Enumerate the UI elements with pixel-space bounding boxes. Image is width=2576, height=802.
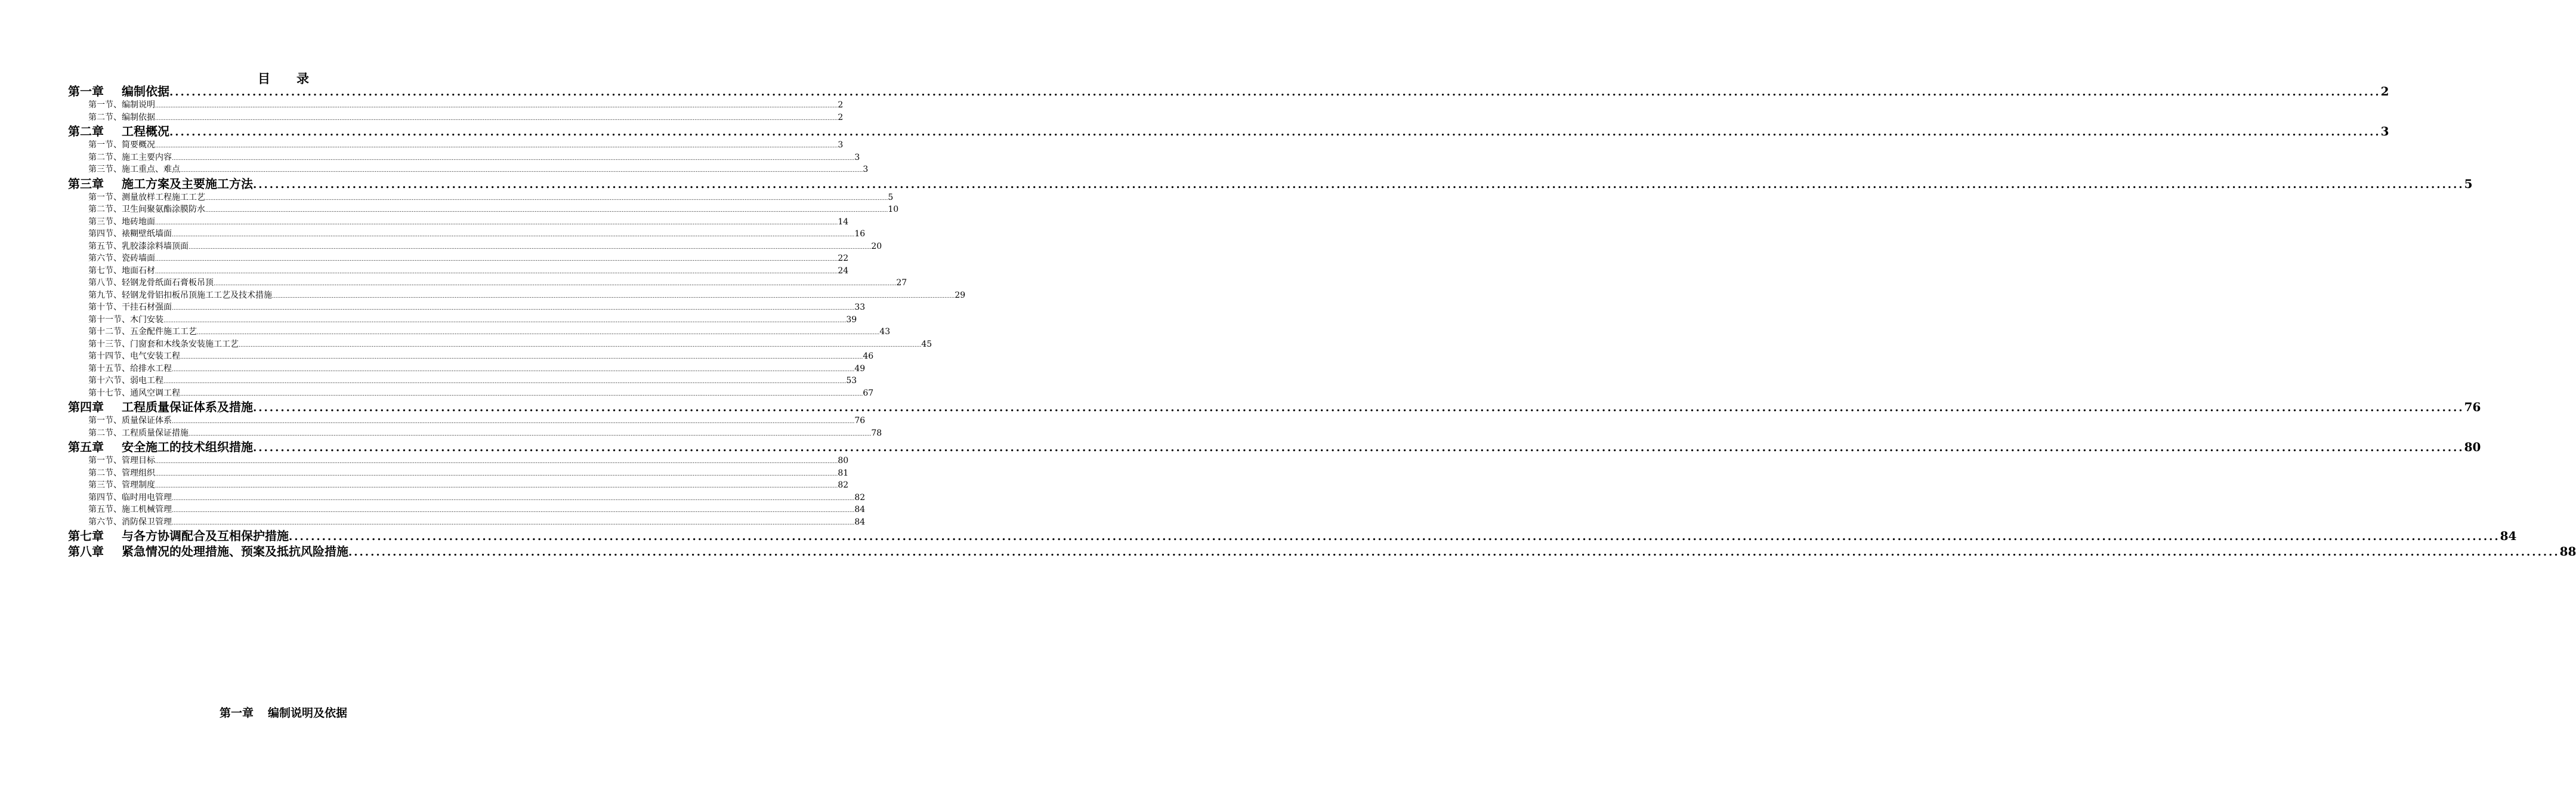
toc-leader-dots: ................................................................................................................................................................................................................................................................................................................................................................................................................ (172, 508, 855, 514)
toc-leader-dots: ................................................................................................................................................................................................................................................................................................................................................................................................................ (155, 257, 838, 263)
toc-section-title: 第八节、轻钢龙骨纸面石膏板吊顶 (88, 278, 214, 288)
toc-section-entry[interactable] (68, 192, 894, 204)
toc-page-number: 5 (2464, 176, 2473, 191)
toc-chapter-number: 第八章 (68, 544, 104, 559)
toc-section-entry[interactable] (68, 479, 849, 492)
toc-chapter-label (68, 399, 253, 415)
toc-chapter-label (68, 124, 169, 139)
toc-section-entry[interactable] (68, 516, 866, 529)
toc-page-number: 88 (2559, 544, 2576, 559)
toc-section-entry[interactable] (68, 240, 882, 253)
toc-leader-dots: ................................................................................................................................................................................................................................................................................................................................................................................................................ (169, 86, 2381, 98)
toc-page-number: 46 (863, 351, 874, 361)
toc-section-entry[interactable] (68, 338, 932, 351)
toc-leader-dots: ................................................................................................................................................................................................................................................................................................................................................................................................................ (180, 354, 863, 360)
toc-section-entry[interactable] (68, 228, 866, 240)
toc-page-number: 20 (871, 241, 882, 251)
toc-chapter-title: 紧急情况的处理措施、预案及抵抗风险措施 (122, 544, 348, 559)
toc-section-title: 第二节、编制依据 (88, 112, 155, 122)
toc-section-entry[interactable] (68, 492, 866, 504)
toc-section-entry[interactable] (68, 301, 866, 314)
toc-chapter-label (68, 176, 253, 192)
toc-leader-dots: ................................................................................................................................................................................................................................................................................................................................................................................................................ (272, 293, 955, 300)
toc-page-number: 84 (854, 505, 866, 514)
toc-leader-dots: ................................................................................................................................................................................................................................................................................................................................................................................................................ (155, 143, 838, 149)
toc-section-entry[interactable] (68, 252, 849, 265)
toc-section-entry[interactable] (68, 265, 849, 277)
toc-leader-dots: ................................................................................................................................................................................................................................................................................................................................................................................................................ (155, 269, 838, 275)
toc-leader-dots: ................................................................................................................................................................................................................................................................................................................................................................................................................ (169, 126, 2381, 138)
toc-page-number: 14 (838, 217, 849, 227)
toc-chapter-entry[interactable] (68, 84, 2389, 99)
toc-section-entry[interactable] (68, 387, 874, 400)
toc-leader-dots: ................................................................................................................................................................................................................................................................................................................................................................................................................ (155, 115, 838, 122)
toc-section-entry[interactable] (68, 326, 891, 338)
toc-section-entry[interactable] (68, 152, 860, 164)
toc-page-number: 16 (854, 229, 866, 239)
toc-chapter-number: 第五章 (68, 440, 104, 454)
chapter-heading-number: 第一章 (219, 707, 254, 720)
toc-section-title: 第五节、乳胶漆涂料墙顶面 (88, 241, 189, 251)
toc-section-title: 第十四节、电气安装工程 (88, 351, 180, 361)
toc-page-number: 67 (863, 388, 874, 398)
toc-leader-dots: ................................................................................................................................................................................................................................................................................................................................................................................................................ (205, 195, 888, 202)
toc-section-entry[interactable] (68, 277, 907, 289)
toc-leader-dots: ................................................................................................................................................................................................................................................................................................................................................................................................................ (172, 155, 855, 162)
toc-chapter-number: 第二章 (68, 124, 104, 138)
toc-page-number: 33 (854, 303, 866, 312)
chapter-heading-title: 编制说明及依据 (268, 707, 348, 720)
toc-page-number: 29 (955, 290, 966, 300)
toc-section-title: 第三节、地砖地面 (88, 217, 155, 227)
toc-chapter-entry[interactable] (68, 439, 2481, 455)
toc-leader-dots: ................................................................................................................................................................................................................................................................................................................................................................................................................ (172, 232, 855, 238)
toc-leader-dots: ................................................................................................................................................................................................................................................................................................................................................................................................................ (189, 244, 872, 251)
toc-leader-dots: ................................................................................................................................................................................................................................................................................................................................................................................................................ (172, 495, 855, 502)
toc-chapter-title: 安全施工的技术组织措施 (122, 440, 253, 454)
toc-leader-dots: ................................................................................................................................................................................................................................................................................................................................................................................................................ (289, 530, 2500, 543)
toc-page-number: 24 (838, 266, 849, 276)
toc-chapter-title: 与各方协调配合及互相保护措施 (122, 529, 289, 543)
toc-leader-dots: ................................................................................................................................................................................................................................................................................................................................................................................................................ (253, 402, 2464, 414)
toc-page-number: 76 (2464, 400, 2481, 414)
toc-section-title: 第一节、简要概况 (88, 140, 155, 150)
toc-section-title: 第十一节、木门安装 (88, 314, 163, 325)
toc-page-number: 39 (846, 314, 857, 325)
toc-leader-dots: ................................................................................................................................................................................................................................................................................................................................................................................................................ (172, 419, 855, 425)
toc-section-title: 第十五节、给排水工程 (88, 363, 172, 374)
toc-section-entry[interactable] (68, 427, 882, 440)
toc-section-entry[interactable] (68, 363, 866, 375)
toc-leader-dots: ................................................................................................................................................................................................................................................................................................................................................................................................................ (172, 306, 855, 311)
toc-page-number: 49 (854, 363, 866, 374)
toc-page-number: 2 (838, 112, 844, 122)
toc-leader-dots: ................................................................................................................................................................................................................................................................................................................................................................................................................ (155, 459, 838, 465)
toc-page-number: 78 (871, 428, 882, 438)
toc-page-number: 5 (888, 192, 894, 202)
toc-page-number: 82 (838, 480, 849, 490)
toc-leader-dots: ................................................................................................................................................................................................................................................................................................................................................................................................................ (348, 546, 2560, 559)
toc-leader-dots: ................................................................................................................................................................................................................................................................................................................................................................................................................ (189, 431, 872, 437)
toc-section-entry[interactable] (68, 375, 857, 387)
toc-section-entry[interactable] (68, 289, 966, 302)
toc-page-number: 2 (838, 100, 844, 110)
toc-section-title: 第十六节、弱电工程 (88, 376, 163, 385)
toc-section-title: 第五节、施工机械管理 (88, 505, 172, 514)
toc-leader-dots: ................................................................................................................................................................................................................................................................................................................................................................................................................ (239, 342, 922, 348)
toc-page-number: 80 (838, 456, 849, 465)
toc-leader-dots: ................................................................................................................................................................................................................................................................................................................................................................................................................ (172, 366, 855, 373)
toc-section-entry[interactable] (68, 504, 866, 516)
toc-chapter-label (68, 439, 253, 455)
toc-chapter-number: 第三章 (68, 176, 104, 191)
toc-page-number: 80 (2464, 440, 2481, 454)
toc-page-number: 45 (921, 339, 932, 349)
toc-page-number: 84 (2500, 529, 2517, 543)
toc-chapter-number: 第七章 (68, 529, 104, 543)
table-of-contents (68, 84, 2576, 559)
toc-section-entry[interactable] (68, 415, 866, 427)
toc-leader-dots: ................................................................................................................................................................................................................................................................................................................................................................................................................ (155, 220, 838, 226)
toc-section-title: 第六节、消防保卫管理 (88, 517, 172, 527)
toc-section-title: 第二节、工程质量保证措施 (88, 428, 189, 438)
toc-chapter-title: 工程概况 (122, 124, 169, 138)
toc-chapter-entry[interactable] (68, 124, 2389, 139)
toc-chapter-number: 第四章 (68, 400, 104, 414)
toc-page-number: 53 (846, 376, 857, 385)
toc-section-title: 第一节、编制说明 (88, 100, 155, 110)
toc-section-title: 第九节、轻钢龙骨铝扣板吊顶施工工艺及技术措施 (88, 290, 272, 300)
toc-section-entry[interactable] (68, 314, 857, 326)
toc-section-entry[interactable] (68, 455, 849, 467)
toc-chapter-title: 工程质量保证体系及措施 (122, 400, 253, 414)
toc-section-entry[interactable] (68, 216, 849, 229)
toc-section-title: 第四节、临时用电管理 (88, 492, 172, 502)
toc-leader-dots: ................................................................................................................................................................................................................................................................................................................................................................................................................ (205, 208, 888, 214)
toc-page-number: 84 (854, 517, 866, 527)
toc-section-entry[interactable] (68, 112, 844, 124)
toc-chapter-title: 编制依据 (122, 84, 169, 98)
toc-chapter-entry[interactable] (68, 176, 2473, 192)
toc-section-title: 第三节、管理制度 (88, 480, 155, 490)
toc-leader-dots: ................................................................................................................................................................................................................................................................................................................................................................................................................ (197, 330, 880, 336)
toc-leader-dots: ................................................................................................................................................................................................................................................................................................................................................................................................................ (155, 483, 838, 489)
toc-section-title: 第二节、管理组织 (88, 468, 155, 478)
toc-leader-dots: ................................................................................................................................................................................................................................................................................................................................................................................................................ (163, 317, 847, 324)
toc-leader-dots: ................................................................................................................................................................................................................................................................................................................................................................................................................ (253, 442, 2464, 454)
toc-section-title: 第一节、质量保证体系 (88, 416, 172, 425)
toc-section-title: 第二节、施工主要内容 (88, 152, 172, 162)
toc-page-number: 76 (854, 416, 866, 425)
toc-chapter-number: 第一章 (68, 84, 104, 98)
toc-chapter-label (68, 84, 169, 99)
toc-section-title: 第二节、卫生间聚氨酯涂膜防水 (88, 205, 205, 214)
toc-section-entry[interactable] (68, 350, 874, 363)
toc-page-number: 27 (896, 278, 907, 288)
toc-section-title: 第六节、瓷砖墙面 (88, 254, 155, 263)
toc-leader-dots: ................................................................................................................................................................................................................................................................................................................................................................................................................ (172, 520, 855, 526)
toc-page-number: 43 (879, 327, 891, 337)
toc-chapter-label (68, 544, 348, 559)
toc-section-title: 第三节、施工重点、难点 (88, 165, 180, 174)
toc-page-number: 3 (863, 165, 869, 174)
toc-section-entry[interactable] (68, 164, 869, 176)
toc-leader-dots: ................................................................................................................................................................................................................................................................................................................................................................................................................ (180, 391, 863, 397)
toc-page-number: 82 (854, 492, 866, 502)
toc-section-title: 第十节、干挂石材强面 (88, 303, 172, 312)
toc-chapter-entry[interactable] (68, 544, 2576, 559)
toc-section-title: 第四节、裱糊壁纸墙面 (88, 229, 172, 239)
toc-leader-dots: ................................................................................................................................................................................................................................................................................................................................................................................................................ (214, 281, 897, 287)
toc-leader-dots: ................................................................................................................................................................................................................................................................................................................................................................................................................ (163, 379, 847, 385)
toc-leader-dots: ................................................................................................................................................................................................................................................................................................................................................................................................................ (155, 103, 838, 109)
toc-page-number: 2 (2380, 84, 2389, 98)
toc-section-title: 第七节、地面石材 (88, 266, 155, 276)
toc-section-entry[interactable] (68, 203, 899, 216)
toc-page-number: 3 (2380, 124, 2389, 138)
toc-section-entry[interactable] (68, 139, 844, 152)
toc-leader-dots: ................................................................................................................................................................................................................................................................................................................................................................................................................ (180, 168, 863, 174)
toc-chapter-entry[interactable] (68, 399, 2481, 415)
toc-chapter-label (68, 528, 289, 544)
toc-chapter-title: 施工方案及主要施工方法 (122, 176, 253, 191)
toc-page-number: 22 (838, 254, 849, 263)
toc-page-number: 3 (838, 140, 844, 150)
toc-section-entry[interactable] (68, 99, 844, 112)
toc-section-title: 第一节、测量放样工程施工工艺 (88, 192, 205, 202)
toc-section-title: 第十三节、门窗套和木线条安装施工工艺 (88, 339, 239, 349)
toc-section-title: 第一节、管理目标 (88, 456, 155, 465)
toc-section-title: 第十七节、通风空调工程 (88, 388, 180, 398)
toc-section-entry[interactable] (68, 467, 849, 480)
toc-title: 目录 (258, 71, 335, 86)
toc-leader-dots: ................................................................................................................................................................................................................................................................................................................................................................................................................ (253, 178, 2464, 191)
toc-leader-dots: ................................................................................................................................................................................................................................................................................................................................................................................................................ (155, 471, 838, 477)
toc-page-number: 3 (854, 152, 860, 162)
chapter-heading (0, 704, 567, 720)
toc-section-title: 第十二节、五金配件施工工艺 (88, 327, 197, 337)
toc-page-number: 10 (888, 205, 899, 214)
toc-page-number: 81 (838, 468, 849, 478)
toc-chapter-entry[interactable] (68, 528, 2517, 544)
